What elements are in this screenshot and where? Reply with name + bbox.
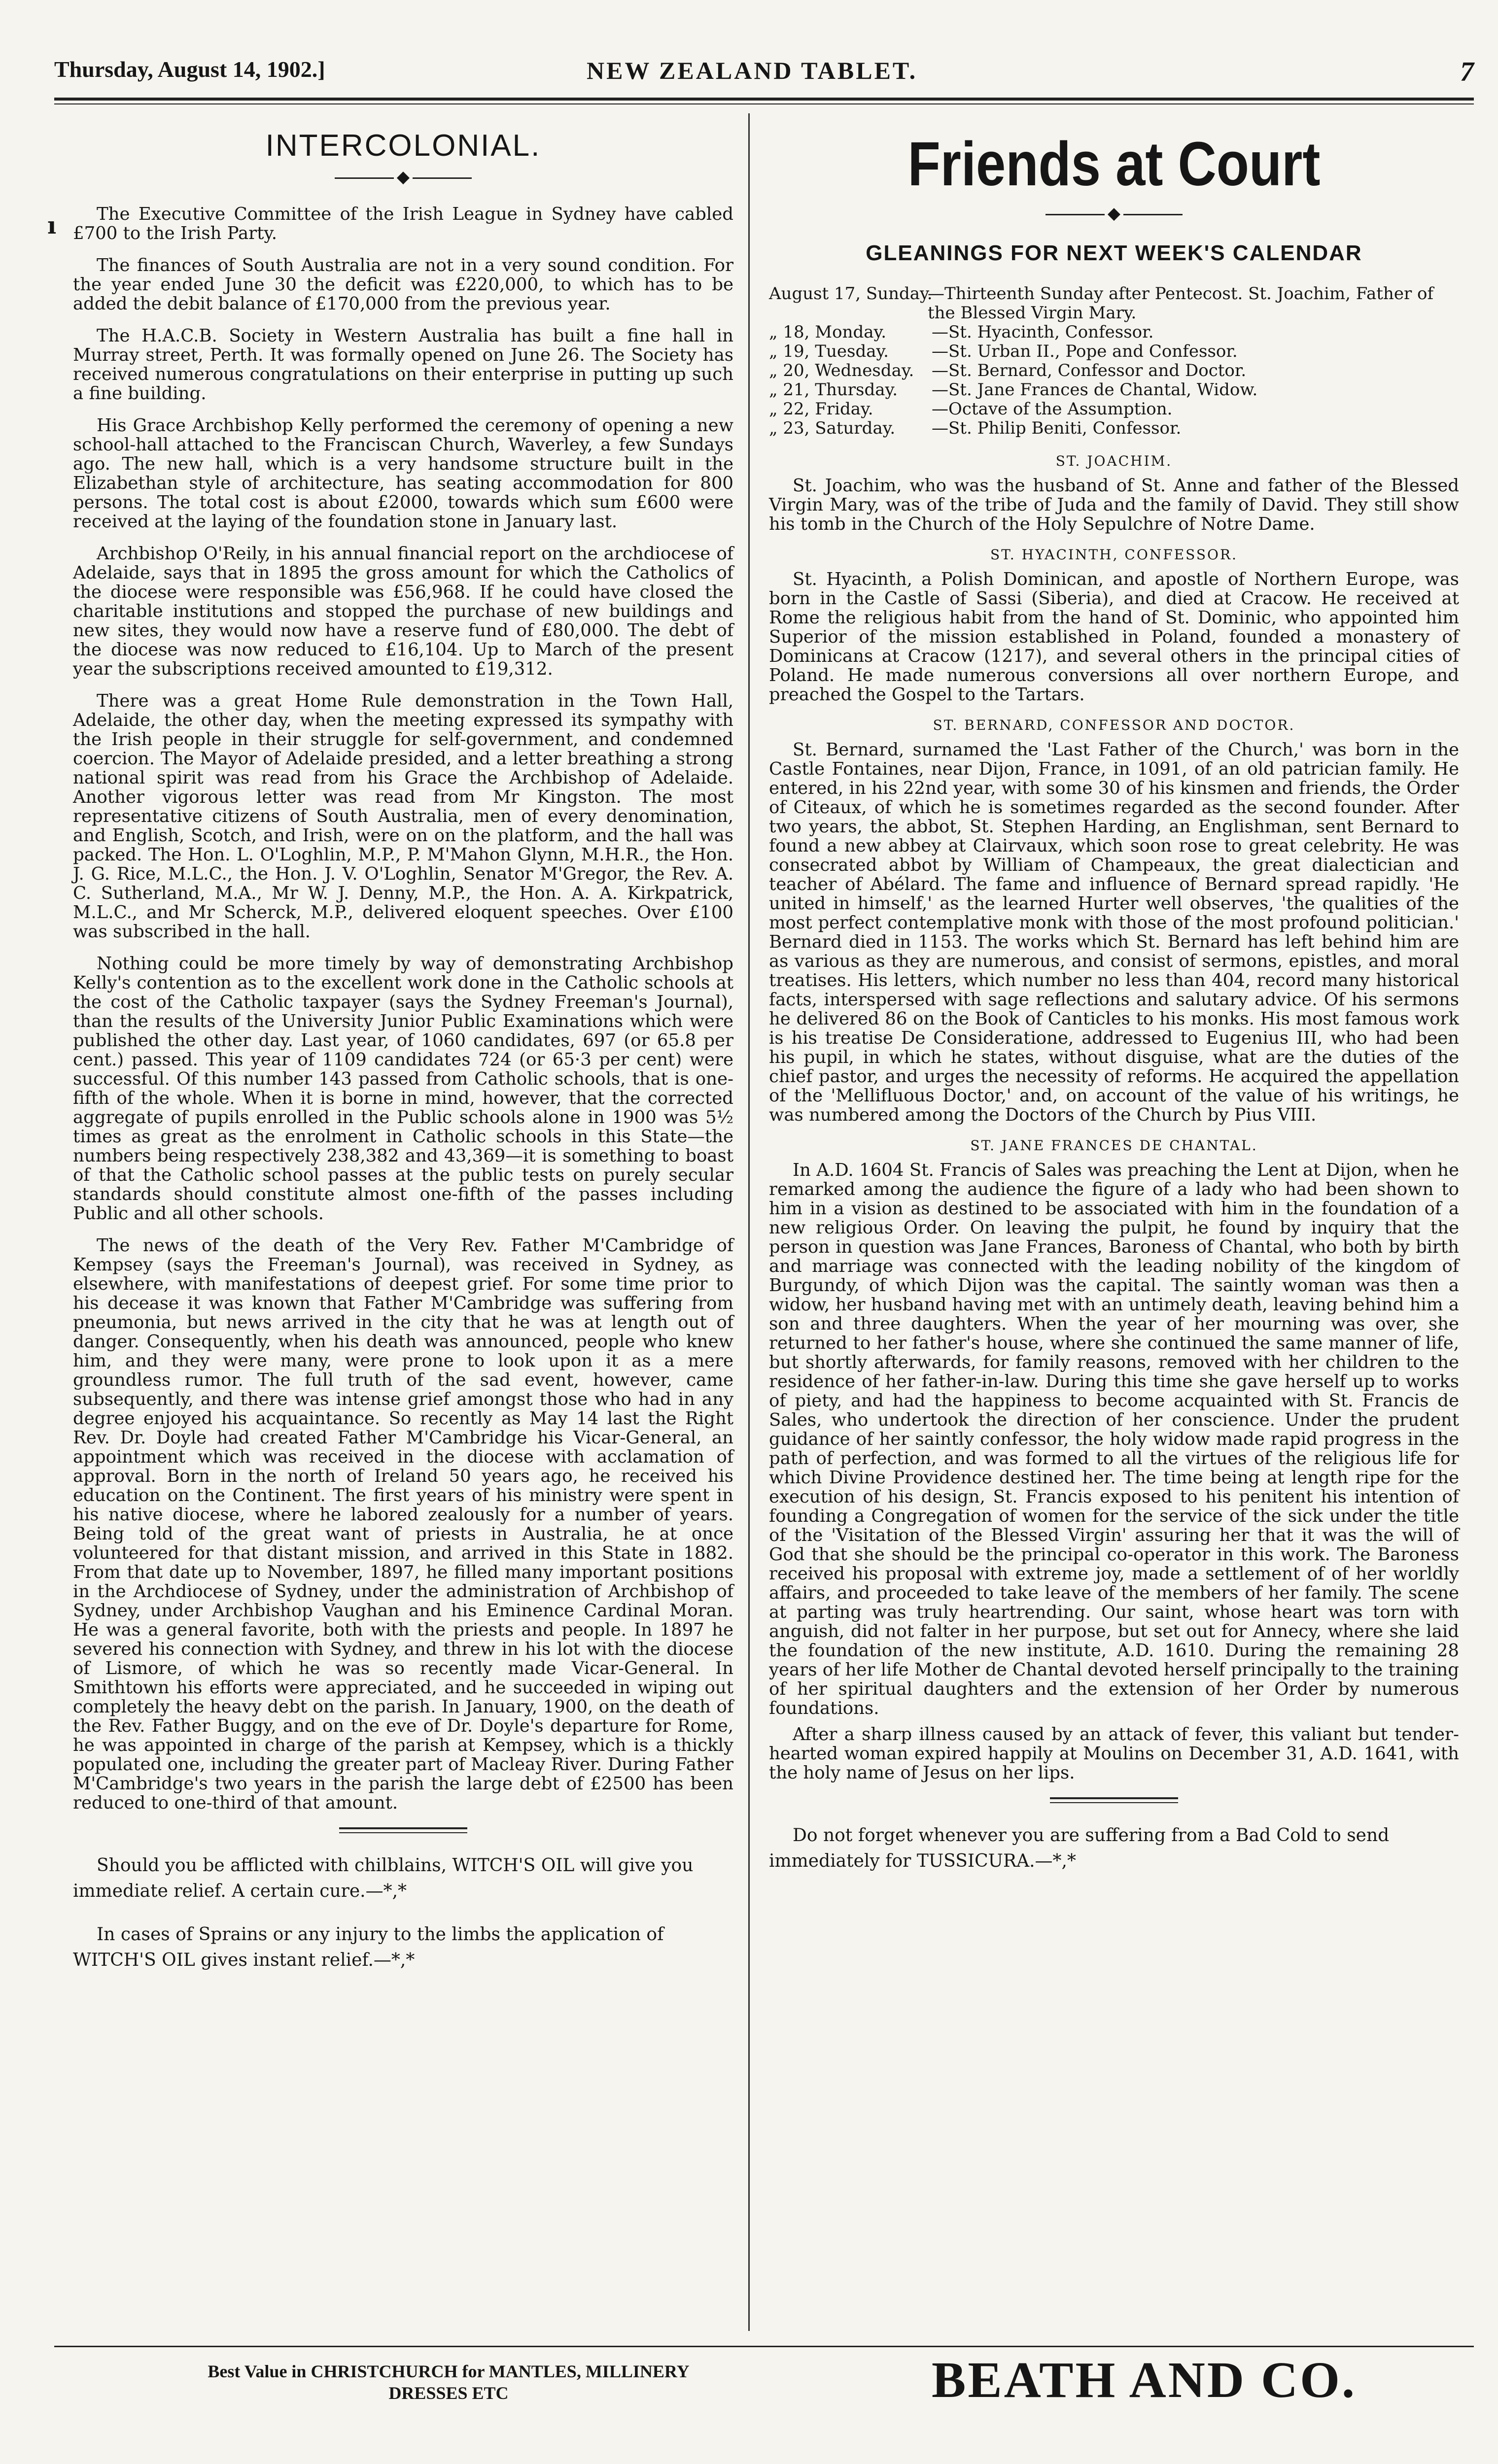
news-paragraph: The Executive Committee of the Irish League in Sydney have cabled £700 to the Irish Party.	[73, 204, 733, 243]
calendar-entry: „ 18, Monday. —St. Hyacinth, Confessor.	[769, 322, 1154, 342]
news-paragraph: There was a great Home Rule demonstration in the Town Hall, Adelaide, the other day, when the meeting expressed its sympathy with the Irish people in their struggle for self-government, and condemned coercion. The Mayor of Adelaide presided, and a letter breathing a strong national spirit was read from his Grace the Archbishop of Adelaide. Another vigorous letter was read from Mr Kingston. The most representative citizens of South Australia, men of every denomination, and English, Scotch, and Irish, were on on the platform, and the hall was packed. The Hon. L. O'Loghlin, M.P., P. M'Mahon Glynn, M.H.R., the Hon. J. G. Rice, M.L.C., the Hon. J. V. O'Loghlin, Senator M'Gregor, the Rev. A. C. Sutherland, M.A., Mr W. J. Denny, M.P., the Hon. A. A. Kirkpatrick, M.L.C., and Mr Scherck, M.P., delivered eloquent speeches. Over £100 was subscribed in the hall.	[73, 691, 733, 942]
christchurch-ad-line1: Best Value in CHRISTCHURCH for MANTLES, MILLINERY	[208, 2361, 690, 2381]
friends-at-court-title: Friends at Court	[907, 129, 1321, 199]
friends-at-court-column	[769, 118, 1459, 1892]
calendar-list	[769, 284, 1459, 438]
christchurch-ad	[128, 2361, 769, 2404]
christchurch-ad-line2: DRESSES ETC	[388, 2383, 509, 2403]
header-rule-thin	[54, 103, 1474, 104]
section-rule	[1050, 1797, 1178, 1799]
calendar-entry: „ 21, Thursday. —St. Jane Frances de Chantal, Widow.	[769, 380, 1258, 400]
margin-mark: ı	[47, 212, 57, 240]
header-rule-thick	[54, 98, 1474, 101]
beath-and-co-ad: BEATH AND CO.	[932, 2352, 1357, 2408]
saint-heading: ST. BERNARD, CONFESSOR AND DOCTOR.	[933, 717, 1295, 733]
saint-paragraph: St. Bernard, surnamed the 'Last Father of the Church,' was born in the Castle Fontaines, near Dijon, France, in 1091, of an old patrician family. He entered, in his 22nd year, with some 30 of his kinsmen and friends, the Order of Citeaux, of which he is sometimes regarded as the second founder. After two years, the abbot, St. Stephen Harding, an Englishman, sent Bernard to found a new abbey at Clairvaux, which soon rose to great celebrity. He was consecrated abbot by William of Champeaux, the great dialectician and teacher of Abélard. The fame and influence of Bernard spread rapidly. 'He united in himself,' as the learned Hurter well observes, 'the qualities of the most perfect contemplative monk with those of the most profound politician.' Bernard died in 1153. The works which St. Bernard has left behind him are as various as they are numerous, and consist of sermons, epistles, and moral treatises. His letters, which number no less than 404, record many historical facts, interspersed with sage reflections and salutary advice. Of his sermons he delivered 86 on the Book of Canticles to his monks. His most famous work is his treatise De Consideratione, addressed to Eugenius III, who had been his pupil, in which he states, without disguise, what are the duties of the chief pastor, and urges the necessity of reforms. He acquired the appellation of the 'Mellifluous Doctor,' and, on account of the value of his writings, he was numbered among the Doctors of the Church by Pius VIII.	[769, 740, 1459, 1125]
title-ornament: ◆	[769, 204, 1459, 223]
calendar-entry: August 17, Sunday. —Thirteenth Sunday after Pentecost. St. Joachim, Father of the Blessed Virgin Mary.	[769, 284, 1434, 323]
issue-date: Thursday, August 14, 1902.]	[54, 57, 325, 82]
footer-rule	[54, 2346, 1474, 2347]
calendar-entry: „ 19, Tuesday. —St. Urban II., Pope and Confessor.	[769, 342, 1238, 361]
saint-heading: ST. JANE FRANCES DE CHANTAL.	[970, 1137, 1258, 1154]
saint-paragraph: St. Joachim, who was the husband of St. Anne and father of the Blessed Virgin Mary, was of the tribe of Juda and the family of David. They still show his tomb in the Church of the Holy Sepulchre of Notre Dame.	[769, 476, 1459, 534]
calendar-entry: „ 23, Saturday. —St. Philip Beniti, Confessor.	[769, 418, 1182, 438]
section-rule-thin	[1050, 1802, 1178, 1803]
calendar-subtitle: GLEANINGS FOR NEXT WEEK'S CALENDAR	[866, 241, 1362, 265]
news-paragraph: The H.A.C.B. Society in Western Australia has built a fine hall in Murray street, Perth. It was formally opened on June 26. The Society has received numerous congratulations on their enterprise in putting up such a fine building.	[73, 326, 733, 404]
intercolonial-title: INTERCOLONIAL.	[265, 129, 541, 163]
intercolonial-column	[73, 118, 733, 1991]
saint-heading: ST. JOACHIM.	[1055, 453, 1173, 469]
newspaper-name: NEW ZEALAND TABLET.	[587, 57, 918, 84]
column-divider	[748, 113, 750, 2331]
saint-paragraph: In A.D. 1604 St. Francis of Sales was preaching the Lent at Dijon, when he remarked among the audience the figure of a lady who had been shown to him in a vision as destined to be associated with him in the foundation of a new religious Order. On leaving the pulpit, he found by inquiry that the person in question was Jane Frances, Baroness of Chantal, who both by birth and marriage was connected with the leading nobility of the kingdom of Burgundy, of which Dijon was the capital. The saintly woman was then a widow, her husband having met with an untimely death, leaving behind him a son and three daughters. When the year of her mourning was over, she returned to her father's house, where she continued the same manner of life, but shortly afterwards, for family reasons, removed with her children to the residence of her father-in-law. During this time she gave herself up to works of piety, and had the happiness to become acquainted with St. Francis de Sales, who undertook the direction of her conscience. Under the prudent guidance of her saintly confessor, the holy widow made rapid progress in the path of perfection, and was formed to all the virtues of the religious life for which Divine Providence destined her. The time being at length ripe for the execution of his design, St. Francis exposed to his penitent his intention of founding a Congregation of women for the service of the sick under the title of the 'Visitation of the Blessed Virgin' assuring her that it was the will of God that she should be the principal co-operator in this work. The Baroness received his proposal with extreme joy, made a settlement of of her worldly affairs, and proceeded to take leave of the members of her family. The scene at parting was truly heartrending. Our saint, whose heart was torn with anguish, did not falter in her purpose, but set out for Annecy, where she laid the foundation of the new institute, A.D. 1610. During the remaining 28 years of her life Mother de Chantal devoted herself principally to the training of her spiritual daughters and the extension of her Order by numerous foundations.	[769, 1160, 1459, 1718]
news-paragraph: The finances of South Australia are not in a very sound condition. For the year ended June 30 the deficit was £220,000, to which has to be added the debit balance of £170,000 from the previous year.	[73, 255, 733, 314]
calendar-entry: „ 20, Wednesday. —St. Bernard, Confessor and Doctor.	[769, 361, 1247, 380]
news-paragraph: Archbishop O'Reily, in his annual financial report on the archdiocese of Adelaide, says that in 1895 the gross amount for which the Catholics of the diocese were responsible was £56,968. If he could have closed the charitable institutions and stopped the purchase of new buildings and new sites, they would now have a reserve fund of £80,000. The debt of the diocese was now reduced to £16,104. Up to March of the present year the subscriptions received amounted to £19,312.	[73, 544, 733, 679]
witchs-oil-ad: Should you be afflicted with chilblains, WITCH'S OIL will give you immediate relief. A certain cure.—*,*	[73, 1855, 694, 1901]
page-number: 7	[1460, 57, 1474, 87]
section-rule	[339, 1827, 467, 1829]
witchs-oil-ad: In cases of Sprains or any injury to the limbs the application of WITCH'S OIL gives instant relief.—*,*	[73, 1924, 664, 1970]
news-paragraph: His Grace Archbishop Kelly performed the ceremony of opening a new school-hall attached to the Franciscan Church, Waverley, a few Sundays ago. The new hall, which is a very handsome structure built in the Elizabethan style of architecture, has seating accommodation for 800 persons. The total cost is about £2000, towards which sum £600 were received at the laying of the foundation stone in January last.	[73, 415, 733, 532]
page-header	[54, 53, 1474, 98]
saint-paragraph: St. Hyacinth, a Polish Dominican, and apostle of Northern Europe, was born in the Castle of Sassi (Siberia), and died at Cracow. He received at Rome the religious habit from the hand of St. Dominic, who appointed him Superior of the mission established in Poland, founded a monastery of Dominicans at Cracow (1217), and several others in the principal cities of Poland. He made numerous conversions all over northern Europe, and preached the Gospel to the Tartars.	[769, 569, 1459, 705]
news-paragraph: Nothing could be more timely by way of demonstrating Archbishop Kelly's contention as to the excellent work done in the Catholic schools at the cost of the Catholic taxpayer (says the Sydney Freeman's Journal), than the results of the University Junior Public Examinations which were published the other day. Last year, of 1060 candidates, 697 (or 65.8 per cent.) passed. This year of 1109 candidates 724 (or 65·3 per cent) were successful. Of this number 143 passed from Catholic schools, that is one-fifth of the whole. When it is borne in mind, however, that the corrected aggregate of pupils enrolled in the Public schools alone in 1900 was 5½ times as great as the enrolment in Catholic schools in this State—the numbers being respectively 238,382 and 43,369—it is something to boast of that the Catholic school passes at the public tests on purely secular standards should constitute almost one-fifth of the passes including Public and all other schools.	[73, 954, 733, 1224]
tussicura-ad: Do not forget whenever you are suffering from a Bad Cold to send immediately for TUSSICURA.—*,*	[769, 1825, 1390, 1871]
section-rule-thin	[339, 1832, 467, 1833]
calendar-entry: „ 22, Friday. —Octave of the Assumption.	[769, 399, 1173, 419]
title-ornament: ◆	[73, 167, 733, 187]
news-paragraph: The news of the death of the Very Rev. Father M'Cambridge of Kempsey (says the Freeman's Journal), was received in Sydney, as elsewhere, with manifestations of deepest grief. For some time prior to his decease it was known that Father M'Cambridge was suffering from pneumonia, but news arrived in the city that he was at length out of danger. Consequently, when his death was announced, people who knew him, and they were many, were prone to look upon it as a mere groundless rumor. The full truth of the sad event, however, came subsequently, and there was intense grief amongst those who had in any degree enjoyed his acquaintance. So recently as May 14 last the Right Rev. Dr. Doyle had created Father M'Cambridge his Vicar-General, an appointment which was received in the diocese with acclamation of approval. Born in the north of Ireland 50 years ago, he received his education on the Continent. The first years of his ministry were spent in his native diocese, where he labored zealously for a number of years. Being told of the great want of priests in Australia, he at once volunteered for that distant mission, and arrived in this State in 1882. From that date up to November, 1897, he filled many important positions in the Archdiocese of Sydney, under the administration of Archbishop of Sydney, under Archbishop Vaughan and his Eminence Cardinal Moran. He was a general favorite, both with the priests and people. In 1897 he severed his connection with Sydney, and threw in his lot with the diocese of Lismore, of which he was so recently made Vicar-General. In Smithtown his efforts were appreciated, and he succeeded in wiping out completely the heavy debt on the parish. In January, 1900, on the death of the Rev. Father Buggy, and on the eve of Dr. Doyle's departure for Rome, he was appointed in charge of the parish at Kempsey, which is a thickly populated one, including the greater part of Macleay River. During Father M'Cambridge's two years in the parish the large debt of £2500 has been reduced to one-third of that amount.	[73, 1235, 733, 1813]
saint-heading: ST. HYACINTH, CONFESSOR.	[990, 547, 1238, 563]
saint-paragraph: After a sharp illness caused by an attack of fever, this valiant but tender-hearted woman expired happily at Moulins on December 31, A.D. 1641, with the holy name of Jesus on her lips.	[769, 1724, 1459, 1783]
